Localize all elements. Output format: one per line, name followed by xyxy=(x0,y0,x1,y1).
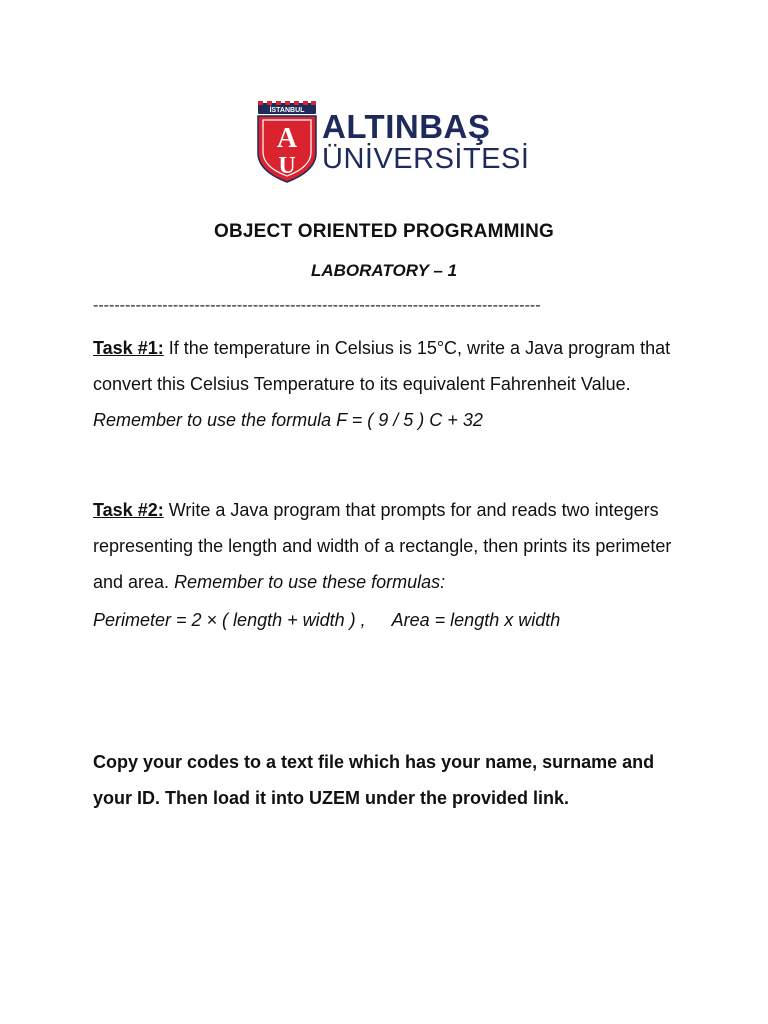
task-2-label: Task #2: xyxy=(93,500,164,520)
document-title: OBJECT ORIENTED PROGRAMMING xyxy=(213,221,555,242)
task-1-label: Task #1: xyxy=(93,338,164,358)
task-1-formula-note: Remember to use the formula F = ( 9 / 5 ) C + 32 xyxy=(93,410,483,430)
logo-monogram-top: A xyxy=(276,123,298,154)
logo-university-name: ALTINBAŞ xyxy=(322,108,491,145)
task-2-paragraph xyxy=(93,492,683,600)
university-logo xyxy=(256,101,530,185)
task-2-formulas xyxy=(93,610,560,631)
document-subtitle: LABORATORY – 1 xyxy=(310,261,458,280)
logo-university-subname: ÜNİVERSİTESİ xyxy=(322,143,530,175)
task-2-text: Write a Java program that prompts for and reads two integers representing the length and width of a rectangle, then prints its perimeter and area. xyxy=(93,500,672,592)
task-2-formula-note: Remember to use these formulas: xyxy=(174,572,446,592)
task-1-text: If the temperature in Celsius is 15°C, write a Java program that convert this Celsius Temperature to its equivalent Fahrenheit Value. xyxy=(93,338,671,394)
submission-instructions: Copy your codes to a text file which has your name, surname and your ID. Then load it into UZEM under the provided link. xyxy=(93,752,655,808)
perimeter-formula: Perimeter = 2 × ( length + width ) , xyxy=(93,610,366,630)
shield-logo-icon xyxy=(256,101,318,183)
logo-badge-text: İSTANBUL xyxy=(269,107,305,114)
section-divider: ------------------------------------------------------------------------------------ xyxy=(93,297,541,314)
area-formula: Area = length x width xyxy=(391,610,561,630)
logo-monogram-bottom: U xyxy=(278,153,296,179)
task-1-paragraph xyxy=(93,330,683,438)
